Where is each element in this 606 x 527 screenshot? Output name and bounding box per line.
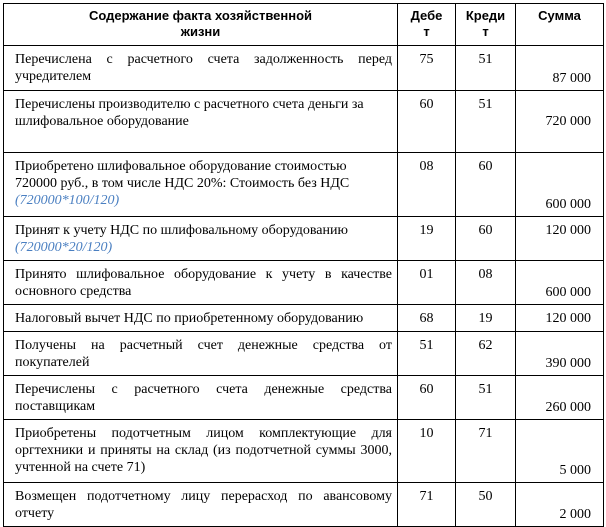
header-credit — [456, 4, 516, 46]
row-text: Перечислены производителю с расчетного счета деньги за шлифовальное оборудование — [15, 97, 364, 129]
row-description — [4, 332, 398, 376]
header-debit — [398, 4, 456, 46]
row-debit: 10 — [398, 420, 456, 483]
row-amount: 120 000 — [516, 305, 604, 332]
row-amount: 5 000 — [516, 420, 604, 483]
row-amount: 600 000 — [516, 261, 604, 305]
header-credit-line1: Креди — [465, 8, 506, 23]
row-calc: (720000*100/120) — [15, 193, 120, 208]
row-text: Получены на расчетный счет денежные средства от покупателей — [15, 338, 392, 370]
row-credit: 19 — [456, 305, 516, 332]
row-text: Возмещен подотчетному лицу перерасход по авансовому отчету — [15, 489, 392, 521]
header-amount: Сумма — [516, 4, 604, 46]
row-credit: 51 — [456, 376, 516, 420]
header-description-line2: жизни — [180, 24, 221, 39]
row-description — [4, 217, 398, 261]
row-credit: 50 — [456, 483, 516, 527]
row-debit: 51 — [398, 332, 456, 376]
table-row — [4, 153, 604, 217]
ledger-table — [3, 3, 604, 527]
row-description — [4, 483, 398, 527]
row-description — [4, 91, 398, 153]
row-amount: 260 000 — [516, 376, 604, 420]
header-debit-line1: Дебе — [410, 8, 443, 23]
table-row — [4, 420, 604, 483]
row-description — [4, 261, 398, 305]
row-text: Налоговый вычет НДС по приобретенному оборудованию — [15, 311, 364, 326]
row-debit: 68 — [398, 305, 456, 332]
row-debit: 75 — [398, 46, 456, 91]
row-text: Принят к учету НДС по шлифовальному оборудованию — [15, 223, 348, 238]
table-row — [4, 332, 604, 376]
table-row — [4, 91, 604, 153]
header-description — [4, 4, 398, 46]
row-amount: 87 000 — [516, 46, 604, 91]
header-description-line1: Содержание факта хозяйственной — [88, 8, 313, 23]
table-row — [4, 261, 604, 305]
row-credit: 71 — [456, 420, 516, 483]
row-credit: 62 — [456, 332, 516, 376]
row-amount: 2 000 — [516, 483, 604, 527]
row-text: Принято шлифовальное оборудование к учету в качестве основного средства — [15, 267, 392, 299]
table-row — [4, 217, 604, 261]
row-debit: 60 — [398, 91, 456, 153]
row-description — [4, 46, 398, 91]
header-debit-line2: т — [423, 24, 430, 39]
row-credit: 51 — [456, 91, 516, 153]
header-row — [4, 4, 604, 46]
row-text: Перечислены с расчетного счета денежные средства поставщикам — [15, 382, 392, 414]
row-credit: 08 — [456, 261, 516, 305]
row-calc: (720000*20/120) — [15, 240, 113, 255]
row-amount: 720 000 — [516, 91, 604, 153]
row-description — [4, 153, 398, 217]
row-debit: 08 — [398, 153, 456, 217]
row-text: Перечислена с расчетного счета задолженность перед учредителем — [15, 52, 392, 84]
row-debit: 01 — [398, 261, 456, 305]
header-credit-line2: т — [482, 24, 489, 39]
row-debit: 19 — [398, 217, 456, 261]
row-debit: 71 — [398, 483, 456, 527]
row-credit: 51 — [456, 46, 516, 91]
row-debit: 60 — [398, 376, 456, 420]
row-text: Приобретены подотчетным лицом комплектующие для оргтехники и приняты на склад (из подотчетной суммы 3000, учтенной на счете 71) — [15, 426, 392, 475]
table-row — [4, 305, 604, 332]
table-row — [4, 376, 604, 420]
row-amount: 120 000 — [516, 217, 604, 261]
table-row — [4, 46, 604, 91]
row-description — [4, 305, 398, 332]
row-amount: 390 000 — [516, 332, 604, 376]
table-row — [4, 483, 604, 527]
row-credit: 60 — [456, 153, 516, 217]
row-amount: 600 000 — [516, 153, 604, 217]
row-text: Приобретено шлифовальное оборудование стоимостью 720000 руб., в том числе НДС 20%: Стоимость без НДС — [15, 159, 350, 191]
row-description — [4, 376, 398, 420]
row-description — [4, 420, 398, 483]
row-credit: 60 — [456, 217, 516, 261]
